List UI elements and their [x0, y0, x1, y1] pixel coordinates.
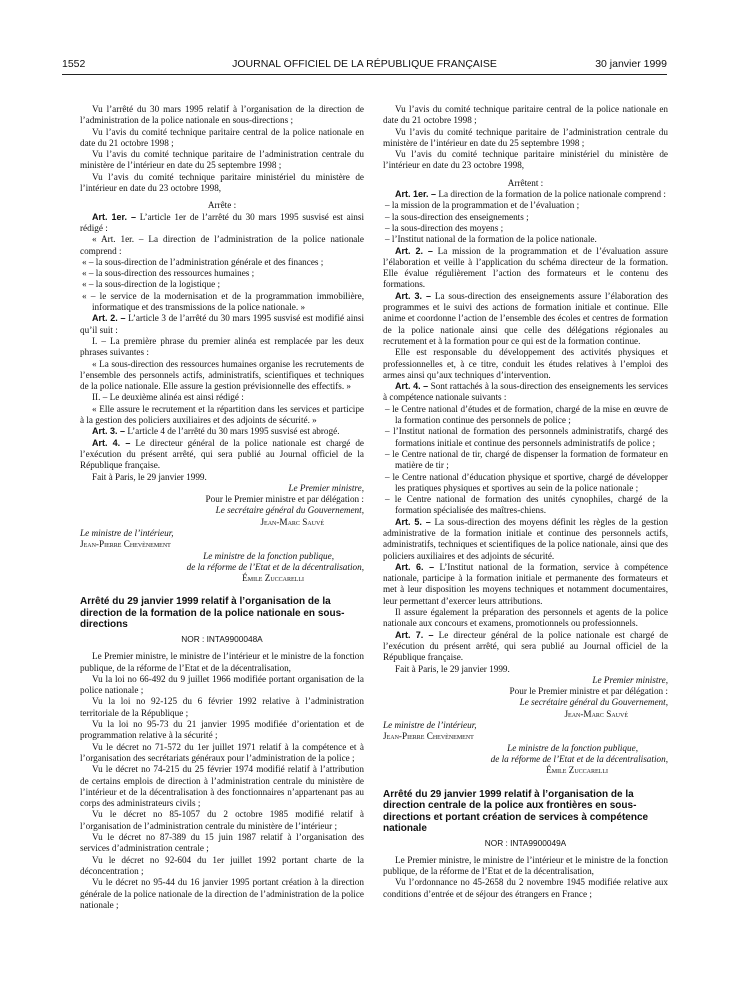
article-label: Art. 2. – — [92, 313, 126, 324]
nor-reference: NOR : INTA9900049A — [484, 837, 567, 848]
list-item: – le Centre national de formation des unités cynophiles, chargé de la formation spécialisée des maîtres-chiens. — [385, 494, 668, 516]
article-label: Art. 1er. – — [395, 189, 437, 200]
article-label: Art. 4. – — [92, 437, 131, 448]
quoted-paragraph: « La sous-direction des ressources humaines organise les recrutements de l’ensemble des personnels actifs, administratifs, scientifiques et techniques de la police nationale. Elle assure la gestion prévisionnelle des effectifs. » — [80, 358, 364, 392]
paragraph: Vu le décret no 92-604 du 1er juillet 1992 portant charte de la déconcentration ; — [80, 854, 364, 876]
left-column — [80, 104, 364, 911]
quoted-article: « Art. 1er. – La direction de l’administration de la police nationale comprend : — [80, 234, 364, 256]
arrete-heading: Arrêtent : — [507, 177, 544, 188]
article-7: Art. 7. – Le directeur général de la police nationale est chargé de l’exécution du présent arrêté, qui sera publié au Journal officiel de la République française. — [383, 629, 669, 663]
decree-title: Arrêté du 29 janvier 1999 relatif à l’organisation de la direction de la formation de la police nationale en sous-directions — [80, 596, 345, 631]
article-1: Art. 1er. – L’article 1er de l’arrêté du 30 mars 1995 susvisé est ainsi rédigé : — [80, 211, 364, 233]
paragraph: Vu l’avis du comité technique paritaire de l’administration centrale du ministère de l’intérieur en date du 25 septembre 1998 ; — [80, 149, 364, 171]
article-1: Art. 1er. – La direction de la formation de la police nationale comprend : — [395, 189, 666, 200]
paragraph: Il assure également la préparation des personnels et agents de la police nationale aux concours et examens, promotionnels ou professionnels. — [383, 607, 668, 629]
article-label: Art. 3. – — [395, 290, 432, 301]
paragraph: Elle est responsable du développement des activités physiques et professionnelles et, à ce titre, conduit les études relatives à l’emploi des armes ainsi qu’aux techniques d’intervention. — [383, 347, 668, 380]
journal-title: JOURNAL OFFICIEL DE LA RÉPUBLIQUE FRANÇAISE — [232, 58, 497, 70]
list-item: – la sous-direction des enseignements ; — [385, 211, 529, 222]
paragraph: Vu l’avis du comité technique paritaire ministériel du ministère de l’intérieur en date du 23 octobre 1998, — [383, 149, 668, 171]
signatory-name: Jean-Pierre Chevènement — [80, 539, 171, 550]
signature-line: Le Premier ministre, — [288, 482, 364, 493]
paragraph: Vu l’avis du comité technique paritaire central de la police nationale en date du 21 octobre 1998 ; — [383, 104, 668, 126]
article-label: Art. 4. – — [395, 381, 429, 392]
paragraph: Vu le décret no 95-44 du 16 janvier 1995 portant création à la direction générale de la police nationale de la direction de l’administration de la police nationale ; — [80, 877, 364, 910]
list-item: « – la sous-direction des ressources humaines ; — [82, 268, 255, 279]
paragraph: Vu l’avis du comité technique paritaire de l’administration centrale du ministère de l’intérieur en date du 25 septembre 1998 ; — [383, 126, 668, 148]
issue-date: 30 janvier 1999 — [595, 58, 667, 70]
article-label: Art. 3. – — [92, 426, 126, 437]
nor-reference: NOR : INTA9900048A — [181, 633, 263, 644]
quoted-paragraph: « Elle assure le recrutement et la répartition dans les services et participe à la gestion des policiers auxiliaires et des adjoints de sécurité. » — [80, 403, 364, 426]
signature-line: Le ministre de l’intérieur, — [80, 527, 174, 538]
list-item: – la mission de la programmation et de l’évaluation ; — [385, 200, 580, 211]
page-header — [62, 58, 667, 74]
article-label: Art. 5. – — [395, 516, 431, 527]
signature-line: Le secrétaire général du Gouvernement, — [215, 505, 364, 516]
paragraph: Vu le décret no 74-215 du 25 février 1974 modifié relatif à l’attribution de certains emplois de direction à l’administration centrale du ministère de l’intérieur et de la décentralisation à des fonctionnaires n’appartenant pas au corps des administrateurs civils ; — [80, 764, 364, 809]
article-label: Art. 6. – — [395, 561, 435, 572]
paragraph: Le Premier ministre, le ministre de l’intérieur et le ministre de la fonction publique, de la réforme de l’Etat et de la décentralisation, — [80, 651, 364, 673]
article-2: Art. 2. – La mission de la programmation et de l’évaluation assure l’élaboration et veille à l’application du schéma directeur de la formation. Elle évalue régulièrement l’action des formateurs et le contenu des formations. — [383, 245, 669, 290]
paragraph: Vu le décret no 71-572 du 1er juillet 1971 relatif à la compétence et à l’organisation des secrétariats généraux pour l’administration de la police ; — [80, 741, 364, 763]
paragraph: Vu l’ordonnance no 45-2658 du 2 novembre 1945 modifiée relative aux conditions d’entrée et de séjour des étrangers en France ; — [383, 877, 668, 899]
signing-place-date: Fait à Paris, le 29 janvier 1999. — [92, 471, 207, 482]
list-item: – le Centre national de tir, chargé de dispenser la formation de formateur en matière de tir ; — [385, 448, 668, 471]
article-2: Art. 2. – L’article 3 de l’arrêté du 30 mars 1995 susvisé est modifié ainsi qu’il suit : — [80, 313, 365, 335]
signatory-name: Jean-Marc Sauvé — [260, 516, 324, 527]
signatory-name: Émile Zuccarelli — [242, 573, 304, 584]
signature-line: Le ministre de l’intérieur, — [383, 720, 477, 731]
list-item: « – le service de la modernisation et de la programmation immobilière, informatique et des transmissions de la police nationale. » — [82, 290, 364, 313]
list-item: – le Centre national d’études et de formation, chargé de la mise en œuvre de la formation continue des personnels de police ; — [385, 403, 668, 426]
page-number: 1552 — [62, 58, 86, 70]
signature-line: Le ministre de la fonction publique, — [507, 742, 638, 753]
header-rule — [62, 74, 667, 75]
signature-line: Le ministre de la fonction publique, — [203, 550, 334, 561]
signature-line: Pour le Premier ministre et par délégation : — [509, 686, 668, 697]
paragraph: Vu la loi no 95-73 du 21 janvier 1995 modifiée d’orientation et de programmation relative à la sécurité ; — [80, 719, 364, 741]
decree-title: Arrêté du 29 janvier 1999 relatif à l’organisation de la direction centrale de la police aux frontières en sous-directions et portant création de services à compétence nationale — [383, 788, 649, 835]
signatory-name: Jean-Marc Sauvé — [564, 708, 628, 719]
list-item: – le Centre national d’éducation physique et sportive, chargé de développer les pratiques physiques et sportives au sein de la police nationale ; — [385, 471, 668, 493]
list-item: « – la sous-direction de la logistique ; — [82, 279, 221, 290]
list-item: – la sous-direction des moyens ; — [385, 222, 504, 233]
paragraph: Vu le décret no 87-389 du 15 juin 1987 relatif à l’organisation des services d’administration centrale ; — [80, 832, 364, 854]
signature-line: de la réforme de l’Etat et de la décentralisation, — [490, 753, 668, 764]
article-label: Art. 7. – — [395, 629, 434, 640]
signature-line: de la réforme de l’Etat et de la décentralisation, — [186, 561, 364, 572]
article-4: Art. 4. – Le directeur général de la police nationale est chargé de l’exécution du présent arrêté, qui sera publié au Journal officiel de la République française. — [80, 437, 365, 471]
paragraph: I. – La première phrase du premier alinéa est remplacée par les deux phrases suivantes : — [80, 335, 364, 358]
list-item: « – la sous-direction de l’administration générale et des finances ; — [82, 256, 324, 267]
right-column — [383, 104, 668, 900]
article-label: Art. 1er. – — [92, 211, 136, 222]
paragraph: Vu la loi no 92-125 du 6 février 1992 relative à l’administration territoriale de la République ; — [80, 696, 364, 718]
paragraph: Vu le décret no 85-1057 du 2 octobre 1985 modifié relatif à l’organisation de l’administration centrale du ministère de l’intérieur ; — [80, 809, 364, 831]
article-3: Art. 3. – L’article 4 de l’arrêté du 30 mars 1995 susvisé est abrogé. — [92, 426, 340, 437]
arrete-heading: Arrête : — [207, 200, 237, 211]
article-5: Art. 5. – La sous-direction des moyens définit les règles de la gestion administrative de la formation initiale et continue des personnels actifs, administratifs, techniques et scientifiques de la police nationale, ainsi que des policiers auxiliaires et des adjoints de sécurité. — [383, 516, 668, 561]
article-label: Art. 2. – — [395, 245, 433, 256]
list-item: – l’Institut national de la formation de la police nationale. — [385, 234, 597, 245]
article-6: Art. 6. – L’Institut national de la formation, service à compétence nationale, participe à la formation initiale et permanente des formateurs et met à leur disposition les moyens techniques et notamment documentaires, leur permettant d’exercer leurs attributions. — [383, 561, 669, 606]
list-item: – l’Institut national de formation des personnels administratifs, chargé des formations initiale et continue des personnels administratifs de police ; — [385, 426, 668, 448]
paragraph: II. – Le deuxième alinéa est ainsi rédigé : — [92, 392, 244, 403]
paragraph: Vu l’avis du comité technique paritaire ministériel du ministère de l’intérieur en date du 23 octobre 1998, — [80, 171, 364, 194]
signature-line: Pour le Premier ministre et par délégation : — [205, 494, 364, 505]
signature-line: Le Premier ministre, — [592, 674, 668, 685]
article-4: Art. 4. – Sont rattachés à la sous-direction des enseignements les services à compétence nationale suivants : — [383, 381, 669, 403]
paragraph: Le Premier ministre, le ministre de l’intérieur et le ministre de la fonction publique, de la réforme de l’Etat et de la décentralisation, — [383, 854, 668, 877]
signing-place-date: Fait à Paris, le 29 janvier 1999. — [395, 663, 510, 674]
paragraph: Vu la loi no 66-492 du 9 juillet 1966 modifiée portant organisation de la police nationale ; — [80, 673, 364, 696]
signatory-name: Jean-Pierre Chevènement — [383, 731, 474, 742]
paragraph: Vu l’arrêté du 30 mars 1995 relatif à l’organisation de la direction de l’administration de la police nationale en sous-directions ; — [80, 104, 364, 126]
signature-line: Le secrétaire général du Gouvernement, — [519, 697, 668, 708]
signatory-name: Émile Zuccarelli — [546, 765, 608, 776]
article-3: Art. 3. – La sous-direction des enseignements assure l’élaboration des programmes et le suivi des actions de formation initiale et continue. Elle anime et coordonne l’action de l’ensemble des écoles et centres de formation de la police nationale ainsi que celle des délégations régionales au recrutement et à la formation pour ce qui est de la formation continue. — [383, 290, 669, 346]
paragraph: Vu l’avis du comité technique paritaire central de la police nationale en date du 21 octobre 1998 ; — [80, 126, 364, 148]
